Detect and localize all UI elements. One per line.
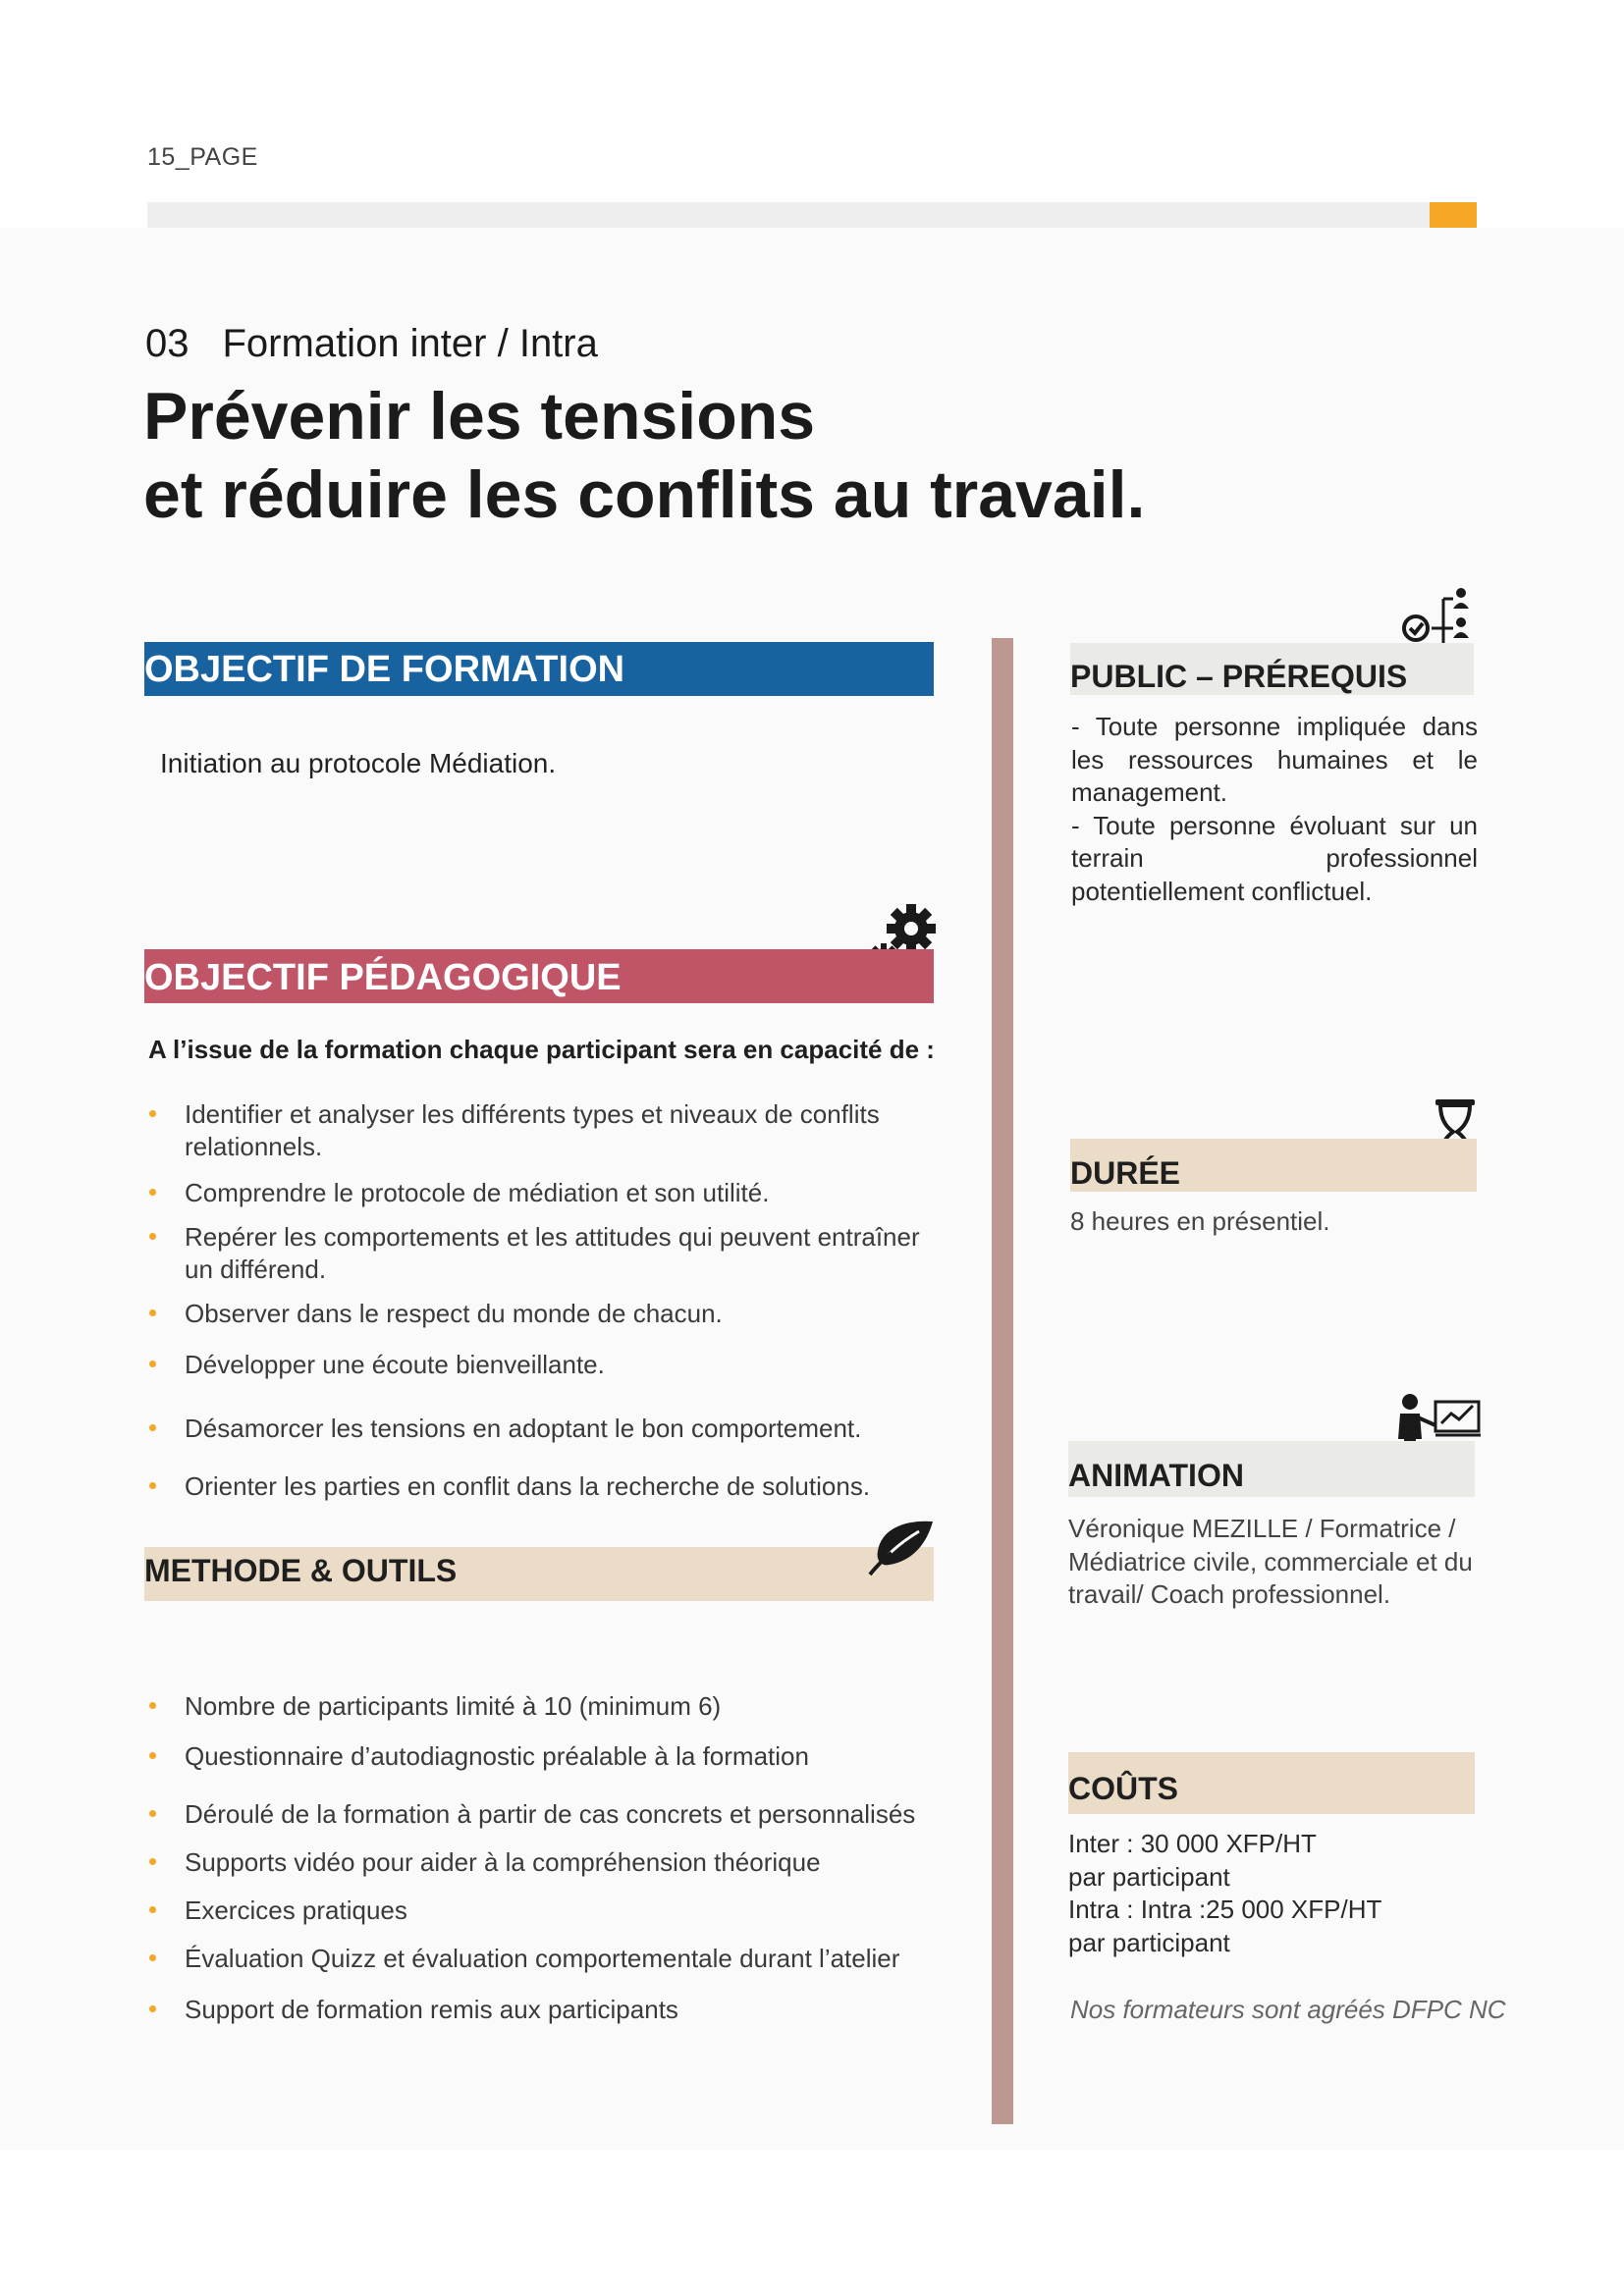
duree-heading: DURÉE: [1070, 1139, 1477, 1192]
leaf-icon: [868, 1518, 937, 1576]
list-item: Repérer les comportements et les attitudes qui peuvent entraîner un différend.: [147, 1221, 933, 1286]
list-item: Comprendre le protocole de médiation et son utilité.: [147, 1177, 933, 1209]
page-title: [143, 377, 1145, 534]
list-item: Exercices pratiques: [147, 1895, 933, 1927]
couts-line-3: Intra : Intra :25 000 XFP/HT: [1068, 1895, 1382, 1924]
page-label: 15_PAGE: [147, 143, 258, 171]
couts-heading: COÛTS: [1068, 1752, 1475, 1814]
public-line-1: - Toute personne impliquée dans les ressources humaines et le management.: [1071, 712, 1478, 807]
couts-line-2: par participant: [1068, 1861, 1230, 1892]
objectif-formation-text: Initiation au protocole Médiation.: [160, 748, 557, 778]
section-subtitle-text: Formation inter / Intra: [222, 322, 598, 365]
list-item: Désamorcer les tensions en adoptant le bon comportement.: [147, 1413, 933, 1445]
column-divider: [992, 638, 1013, 2124]
objectif-pedagogique-heading: OBJECTIF PÉDAGOGIQUE: [144, 949, 934, 1003]
couts-line-1: Inter : 30 000 XFP/HT: [1068, 1829, 1317, 1858]
footer-note: Nos formateurs sont agréés DFPC NC: [1070, 1995, 1506, 2024]
public-line-2: - Toute personne évoluant sur un terrain professionnel potentiellement conflictuel.: [1071, 810, 1478, 906]
list-item: Évaluation Quizz et évaluation comportementale durant l’atelier: [147, 1943, 933, 1975]
public-prerequis-heading: PUBLIC – PRÉREQUIS: [1070, 643, 1474, 695]
list-item: Observer dans le respect du monde de chacun.: [147, 1298, 933, 1330]
list-item: Support de formation remis aux participants: [147, 1994, 933, 2026]
animation-heading: ANIMATION: [1068, 1441, 1475, 1497]
page-title-line-1: Prévenir les tensions: [143, 379, 816, 454]
list-item: Déroulé de la formation à partir de cas concrets et personnalisés: [147, 1798, 933, 1831]
animation-text: Véronique MEZILLE / Formatrice / Médiatrice civile, commerciale et du travail/ Coach professionnel.: [1068, 1514, 1473, 1609]
list-item: Nombre de participants limité à 10 (minimum 6): [147, 1690, 933, 1723]
duree-text: 8 heures en présentiel.: [1070, 1206, 1330, 1236]
couts-line-4: par participant: [1068, 1927, 1230, 1957]
section-subtitle: [145, 322, 598, 366]
top-bar-accent: [1430, 202, 1477, 228]
couts-text: [1068, 1828, 1475, 1959]
top-bar: [147, 202, 1430, 228]
list-item: Identifier et analyser les différents types et niveaux de conflits relationnels.: [147, 1098, 933, 1163]
page-title-line-2: et réduire les conflits au travail.: [143, 457, 1146, 532]
objectif-formation-heading: OBJECTIF DE FORMATION: [144, 642, 934, 696]
list-item: Questionnaire d’autodiagnostic préalable à la formation: [147, 1740, 933, 1773]
methode-heading: METHODE & OUTILS: [144, 1547, 934, 1601]
list-item: Développer une écoute bienveillante.: [147, 1349, 933, 1381]
list-item: Supports vidéo pour aider à la compréhension théorique: [147, 1846, 933, 1879]
list-item: Orienter les parties en conflit dans la recherche de solutions.: [147, 1470, 933, 1503]
section-number: 03: [145, 322, 189, 365]
public-prerequis-text: [1071, 711, 1478, 908]
objectif-pedagogique-intro: A l’issue de la formation chaque participant sera en capacité de :: [148, 1035, 935, 1064]
